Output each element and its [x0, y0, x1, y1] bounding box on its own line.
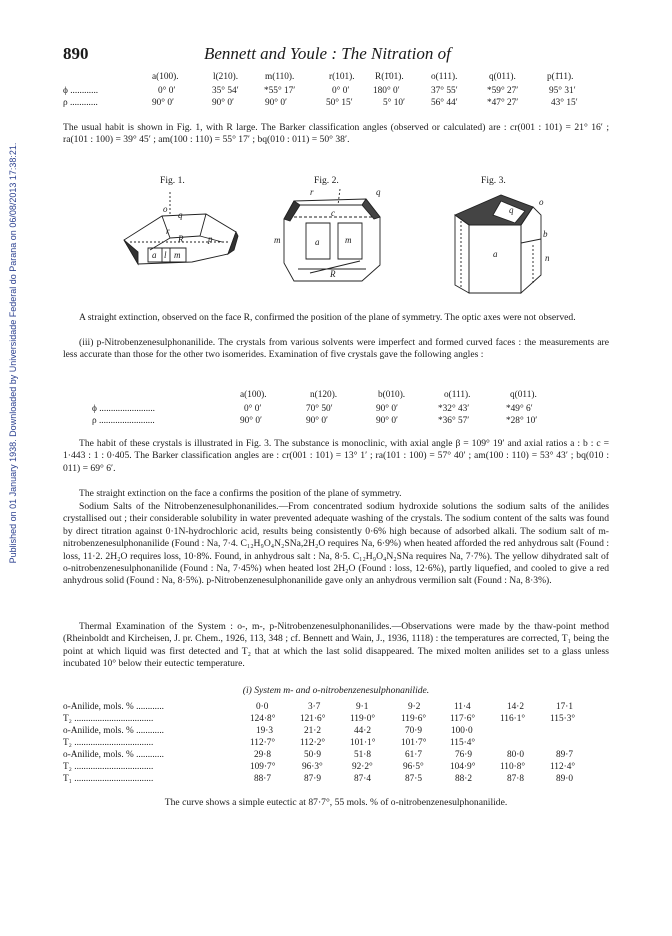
table1-header: p(1̄11). [547, 72, 574, 82]
table3-cell: 104·9° [450, 762, 476, 772]
table2-cell: 90° 0′ [376, 416, 399, 426]
table3-cell: 87·4 [354, 774, 372, 784]
table3-cell: 89·0 [556, 774, 574, 784]
table2-cell: *36° 57′ [438, 416, 470, 426]
table1-cell: 37° 55′ [431, 86, 458, 96]
fig1-crystal-drawing [110, 192, 250, 282]
fig1-label: q [178, 210, 183, 220]
fig2-label: R [330, 269, 336, 279]
table1-header: l(210). [213, 72, 239, 82]
fig1-label: o [163, 204, 168, 214]
table3-cell: 87·8 [507, 774, 525, 784]
table3-cell: 80·0 [507, 750, 525, 760]
running-head: Bennett and Youle : The Nitration of [204, 44, 451, 63]
table2-cell: 70° 50′ [306, 404, 333, 414]
fig3-label: a [493, 249, 498, 259]
table1-cell: 180° 0′ [373, 86, 400, 96]
table3-cell: 88·2 [455, 774, 473, 784]
table3-cell: 119·6° [401, 714, 427, 724]
table3-row-label: T₂ .................................. [63, 714, 154, 724]
table3-cell: 17·1 [556, 702, 574, 712]
table2-cell: *49° 6′ [506, 404, 533, 414]
fig2-title: Fig. 2. [314, 175, 339, 186]
paragraph-monoclinic: The habit of these crystals is illustrated in Fig. 3. The substance is monoclinic, with axial angle β = 109° 19′ and axial ratios a : b : c = 1·443 : 1 : 0·405. The Barker classification angles are : cr(001 : 101) = 13° 1′ ; ra(101 : 100) = 57° 40′ ; am(100 : 110) = 53° 43′ ; bq(010 : 011) = 69° 6′. [63, 438, 609, 474]
table3-cell: 109·7° [250, 762, 276, 772]
table2-cell: *28° 10′ [506, 416, 538, 426]
table3-cell: 89·7 [556, 750, 574, 760]
table3-cell: 87·9 [304, 774, 322, 784]
table2-header: o(111). [444, 390, 471, 400]
fig2-crystal-drawing [270, 185, 395, 285]
table3-row-label: o-Anilide, mols. % ............ [63, 750, 164, 760]
table3-cell: 112·2° [300, 738, 326, 748]
table2-cell: 90° 0′ [240, 416, 263, 426]
table1-cell: 56° 44′ [431, 98, 458, 108]
fig1-title: Fig. 1. [160, 175, 185, 186]
table3-cell: 70·9 [405, 726, 423, 736]
table1-cell: *59° 27′ [487, 86, 519, 96]
table3-cell: 21·2 [304, 726, 322, 736]
table1-cell: 90° 0′ [265, 98, 288, 108]
table1-cell: *55° 17′ [264, 86, 296, 96]
table3-row-label: T₂ .................................. [63, 762, 154, 772]
table1-header: a(100). [152, 72, 179, 82]
table3-cell: 44·2 [354, 726, 372, 736]
table2-row-label: ϕ ........................ [92, 404, 155, 414]
table1-cell: 0° 0′ [332, 86, 350, 96]
fig2-label: c [331, 208, 335, 218]
fig3-label: q [509, 205, 514, 215]
table2-header: a(100). [240, 390, 267, 400]
fig3-label: b [543, 229, 548, 239]
table3-cell: 112·4° [550, 762, 576, 772]
download-note-text: Published on 01 January 1938. Downloaded by Universidade Federal do Parana on 06/08/2013 17:38:21. [8, 142, 18, 564]
table1-header: m(110). [265, 72, 295, 82]
fig1-label: l [164, 250, 167, 260]
table1-cell: 95° 31′ [549, 86, 576, 96]
paragraph-p-isomer: (iii) p-Nitrobenzenesulphonanilide. The crystals from various solvents were imperfect and formed curved faces : the measurements are less accurate than those for the other two isomerides. Examination of five crystals gave the following angles : [63, 337, 609, 361]
table3-cell: 9·2 [408, 702, 421, 712]
table3-cell: 96·5° [403, 762, 424, 772]
fig1-label: a [152, 250, 157, 260]
table3-cell: 92·2° [352, 762, 373, 772]
table1-cell: 5° 10′ [383, 98, 406, 108]
table1-cell: 90° 0′ [152, 98, 175, 108]
table3-row-label: o-Anilide, mols. % ............ [63, 726, 164, 736]
table3-cell: 0·0 [256, 702, 269, 712]
fig2-label: a [315, 237, 320, 247]
table3-cell: 121·6° [300, 714, 326, 724]
fig2-label: q [376, 187, 381, 197]
table3-cell: 117·6° [450, 714, 476, 724]
paragraph-habit: The usual habit is shown in Fig. 1, with R large. The Barker classification angles (observed or calculated) are : cr(001 : 101) = 21° 16′ ; ra(101 : 100) = 39° 45′ ; am(100 : 110) = 55° 17′ ; bq(010 : 011) = 50° 38′. [63, 122, 609, 146]
table3-cell: 124·8° [250, 714, 276, 724]
table1-header: o(111). [431, 72, 458, 82]
fig3-crystal-drawing [445, 185, 555, 300]
table3-cell: 61·7 [405, 750, 423, 760]
table1-cell: 0° 0′ [158, 86, 176, 96]
table3-cell: 96·3° [302, 762, 323, 772]
table3-cell: 14·2 [507, 702, 525, 712]
fig1-label: r [166, 226, 170, 236]
page-number: 890 [63, 44, 89, 63]
table3-cell: 76·9 [455, 750, 473, 760]
table3-cell: 3·7 [308, 702, 321, 712]
table2-header: q(011). [510, 390, 537, 400]
table3-cell: 11·4 [454, 702, 471, 712]
fig2-label: r [310, 187, 314, 197]
fig3-label: n [545, 253, 550, 263]
table3-cell: 119·0° [350, 714, 376, 724]
table2-cell: 90° 0′ [376, 404, 399, 414]
fig2-label: m [274, 235, 281, 245]
table3-cell: 51·8 [354, 750, 372, 760]
table3-cell: 88·7 [254, 774, 272, 784]
table3-row-label: o-Anilide, mols. % ............ [63, 702, 164, 712]
table2-header: b(010). [378, 390, 406, 400]
table1-cell: 90° 0′ [212, 98, 235, 108]
table3-cell: 50·9 [304, 750, 322, 760]
table3-cell: 101·1° [350, 738, 376, 748]
table1-cell: 50° 15′ [326, 98, 353, 108]
table1-header: R(1̄01). [375, 72, 404, 82]
table3-cell: 87·5 [405, 774, 423, 784]
fig3-label: o [539, 197, 544, 207]
table1-header: r(101). [329, 72, 355, 82]
paragraph-thermal: Thermal Examination of the System : o-, m-, p-Nitrobenzenesulphonanilides.—Observations were made by the thaw-point method (Rheinboldt and Kircheisen, J. pr. Chem., 1926, 113, 348 ; cf. Bennett and Wain, J., 1936, 1118) : the temperatures are corrected, T₁ being the point at which liquid was first detected and T₂ that at which the last solid disappeared. The mixed molten anilides set to a glass unless incubated 10° below their eutectic temperature. [63, 621, 609, 670]
table2-header: n(120). [310, 390, 338, 400]
paragraph-sodium-salts: Sodium Salts of the Nitrobenzenesulphonanilides.—From concentrated sodium hydroxide solutions the sodium salts of the anilides crystallised out ; their considerable solubility in water prevented adequate washing of the crystals. The sodium content of the salts was found by direct titration against 0·1N-hydrochloric acid, results being consistently 0·6% high because of adsorbed alkali. The sodium salt of m-nitrobenzenesulphonanilide (Found : Na, 7·4. C₁₂H₉O₄N₂SNa,2H₂O requires Na, 6·9%) when heated afforded the red anhydrous salt (Found : loss, 11·2. 2H₂O requires loss, 10·8%. Found, in anhydrous salt : Na, 8·5. C₁₂H₉O₄N₂SNa requires Na, 7·7%). The yellow dihydrated salt of o-nitrobenzenesulphonanilide (Found : Na, 7·45%) when heated lost 2H₂O (Found : loss, 12·6%), partly liquefied, and cooled to give a red anhydrous solid (Found : Na, 8·5%). p-Nitrobenzenesulphonanilide gave only an anhydrous vermilion salt (Found : Na, 8·3%). [63, 501, 609, 587]
table3-row-label: T₁ .................................. [63, 774, 154, 784]
table1-row-label: ρ ............ [63, 98, 98, 108]
table3-cell: 115·3° [550, 714, 576, 724]
table3-cell: 116·1° [500, 714, 526, 724]
table2-cell: 0° 0′ [244, 404, 262, 414]
table3-cell: 112·7° [250, 738, 276, 748]
fig1-label: R [178, 234, 184, 244]
table1-cell: 43° 15′ [551, 98, 578, 108]
fig2-label: m [345, 235, 352, 245]
paragraph-extinction: A straight extinction, observed on the face R, confirmed the position of the plane of symmetry. The optic axes were not observed. [79, 312, 576, 323]
table3-caption: (i) System m- and o-nitrobenzenesulphonanilide. [242, 685, 430, 696]
fig1-label: p [208, 234, 213, 244]
table3-cell: 9·1 [356, 702, 369, 712]
table1-header: q(011). [489, 72, 516, 82]
table3-cell: 115·4° [450, 738, 476, 748]
fig3-title: Fig. 3. [481, 175, 506, 186]
table1-cell: *47° 27′ [487, 98, 519, 108]
table3-cell: 19·3 [256, 726, 274, 736]
table3-cell: 29·8 [254, 750, 272, 760]
download-sidebar-note [6, 120, 20, 590]
table3-cell: 110·8° [500, 762, 526, 772]
table1-cell: 35° 54′ [212, 86, 239, 96]
table2-row-label: ρ ........................ [92, 416, 155, 426]
table2-cell: *32° 43′ [438, 404, 470, 414]
table2-cell: 90° 0′ [306, 416, 329, 426]
table3-row-label: T₂ .................................. [63, 738, 154, 748]
paragraph-extinction-a: The straight extinction on the face a confirms the position of the plane of symmetry. [79, 488, 402, 499]
fig1-label: m [174, 250, 181, 260]
table3-cell: 100·0 [451, 726, 473, 736]
paragraph-eutectic: The curve shows a simple eutectic at 87·7°, 55 mols. % of o-nitrobenzenesulphonanilide. [164, 797, 508, 808]
table3-cell: 101·7° [401, 738, 427, 748]
table1-row-label: ϕ ............ [63, 86, 99, 96]
